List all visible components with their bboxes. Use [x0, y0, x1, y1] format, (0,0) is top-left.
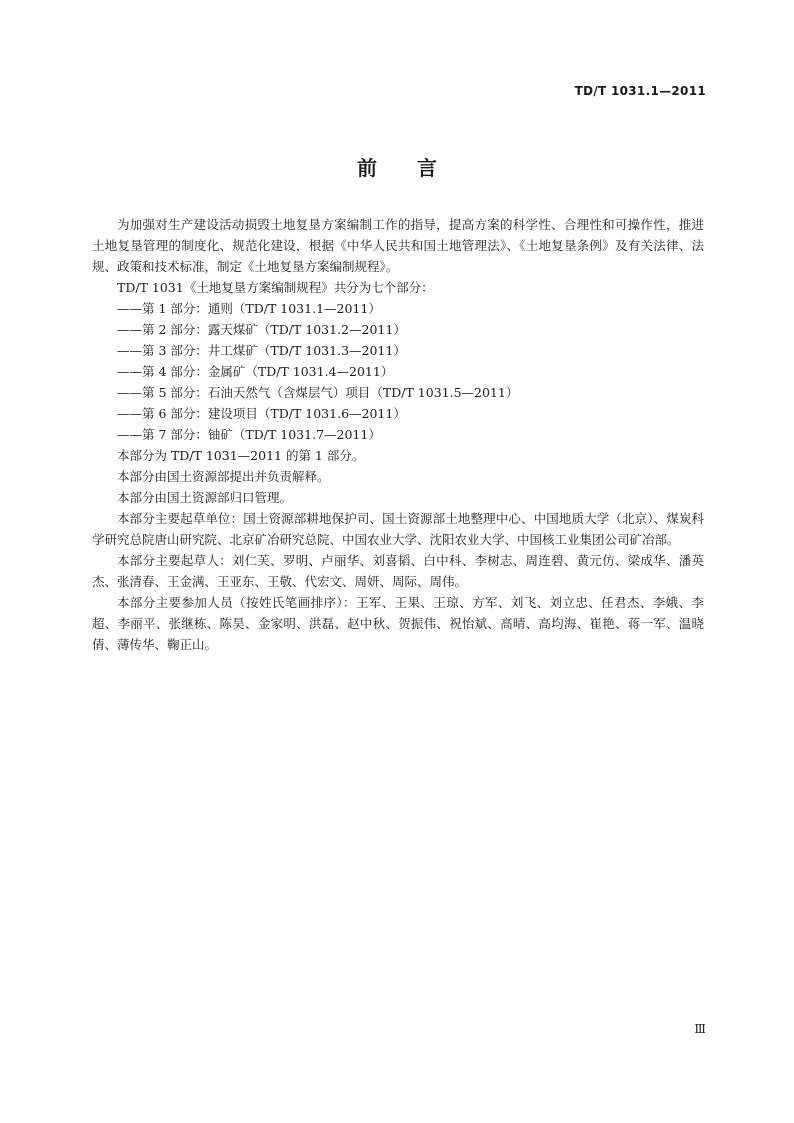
list-item-part-6: ——第 6 部分：建设项目（TD/T 1031.6—2011）	[117, 406, 406, 421]
document-body	[92, 214, 704, 655]
list-item-part-5: ——第 5 部分：石油天然气（含煤层气）项目（TD/T 1031.5—2011）	[117, 385, 519, 400]
paragraph-drafting-units: 本部分主要起草单位：国土资源部耕地保护司、国土资源部土地整理中心、中国地质大学（北京）、煤炭科学研究总院唐山研究院、北京矿冶研究总院、中国农业大学、沈阳农业大学、中国核工业集团公司矿冶部。	[92, 511, 704, 547]
paragraph-parts-summary: TD/T 1031《土地复垦方案编制规程》共分为七个部分：	[117, 280, 434, 295]
list-item-part-2: ——第 2 部分：露天煤矿（TD/T 1031.2—2011）	[117, 322, 406, 337]
standard-code: TD/T 1031.1—2011	[574, 84, 706, 98]
paragraph-proposer: 本部分由国土资源部提出并负责解释。	[117, 469, 330, 484]
paragraph-participants: 本部分主要参加人员（按姓氏笔画排序）：王军、王果、王琼、方军、刘飞、刘立忠、任君杰、李娥、李超、李丽平、张继栋、陈昊、金家明、洪磊、赵中秋、贺振伟、祝怡斌、高晴、高均海、崔艳、蒋一军、温晓倩、薄传华、鞠正山。	[92, 595, 704, 652]
list-item-part-4: ——第 4 部分：金属矿（TD/T 1031.4—2011）	[117, 364, 394, 379]
list-item-part-1: ——第 1 部分：通则（TD/T 1031.1—2011）	[117, 301, 381, 316]
list-item-part-3: ——第 3 部分：井工煤矿（TD/T 1031.3—2011）	[117, 343, 406, 358]
page-title: 前 言	[357, 156, 437, 180]
paragraph-drafters: 本部分主要起草人：刘仁芙、罗明、卢丽华、刘喜韬、白中科、李树志、周连碧、黄元仿、梁成华、潘英杰、张清春、王金满、王亚东、王敬、代宏文、周妍、周际、周伟。	[92, 553, 704, 589]
paragraph-this-part: 本部分为 TD/T 1031—2011 的第 1 部分。	[117, 448, 365, 463]
list-item-part-7: ——第 7 部分：铀矿（TD/T 1031.7—2011）	[117, 427, 381, 442]
paragraph-intro: 为加强对生产建设活动损毁土地复垦方案编制工作的指导，提高方案的科学性、合理性和可操作性，推进土地复垦管理的制度化、规范化建设，根据《中华人民共和国土地管理法》、《土地复垦条例》及有关法律、法规、政策和技术标准，制定《土地复垦方案编制规程》。	[92, 217, 704, 274]
page-number: Ⅲ	[694, 1022, 706, 1036]
paragraph-centralized: 本部分由国土资源部归口管理。	[117, 490, 293, 505]
